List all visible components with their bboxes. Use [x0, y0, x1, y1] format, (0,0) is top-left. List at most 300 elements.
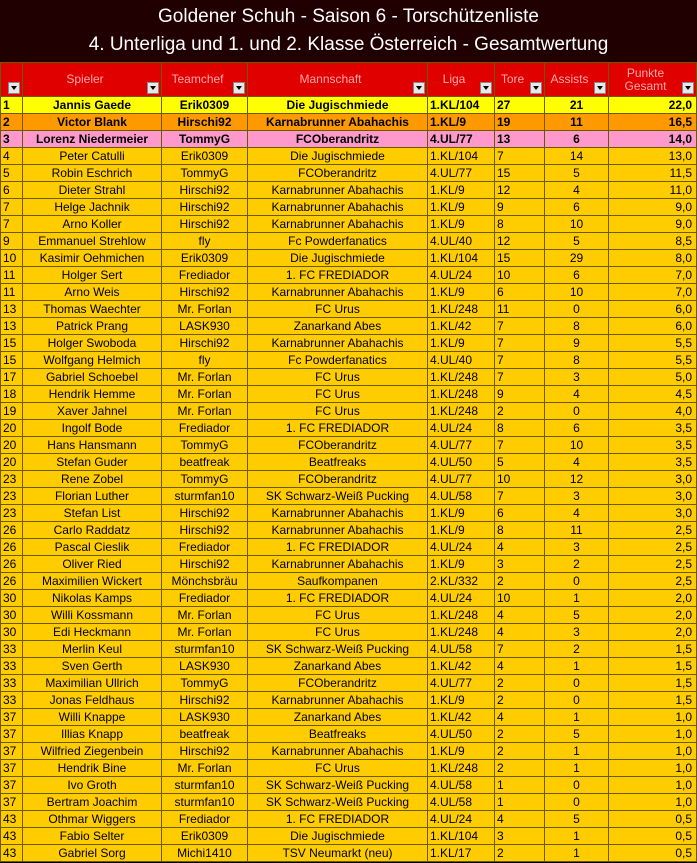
cell-team: Beatfreaks — [248, 726, 428, 743]
cell-manager: TommyG — [162, 437, 248, 454]
cell-manager: Hirschi92 — [162, 556, 248, 573]
cell-assists: 10 — [545, 216, 609, 233]
cell-player: Hans Hansmann — [23, 437, 162, 454]
filter-dropdown-icon[interactable] — [233, 82, 245, 94]
cell-rank: 5 — [1, 165, 23, 182]
cell-player: Ivo Groth — [23, 777, 162, 794]
table-row — [1, 675, 697, 692]
cell-points: 1,0 — [609, 794, 697, 811]
cell-player: Wilfried Ziegenbein — [23, 743, 162, 760]
cell-team: 1. FC FREDIADOR — [248, 590, 428, 607]
cell-rank: 20 — [1, 420, 23, 437]
filter-dropdown-icon[interactable] — [8, 82, 20, 94]
cell-league: 4.UL/77 — [428, 131, 495, 148]
cell-assists: 1 — [545, 760, 609, 777]
cell-league: 1.KL/248 — [428, 624, 495, 641]
cell-goals: 12 — [495, 233, 545, 250]
cell-player: Othmar Wiggers — [23, 811, 162, 828]
table-row — [1, 556, 697, 573]
cell-team: FC Urus — [248, 386, 428, 403]
cell-goals: 2 — [495, 760, 545, 777]
cell-points: 0,5 — [609, 828, 697, 845]
cell-goals: 6 — [495, 505, 545, 522]
table-row — [1, 624, 697, 641]
cell-assists: 14 — [545, 148, 609, 165]
cell-assists: 3 — [545, 539, 609, 556]
cell-team: 1. FC FREDIADOR — [248, 420, 428, 437]
cell-assists: 0 — [545, 573, 609, 590]
table-row — [1, 420, 697, 437]
cell-team: Karnabrunner Abahachis — [248, 182, 428, 199]
cell-rank: 18 — [1, 386, 23, 403]
cell-assists: 1 — [545, 845, 609, 862]
cell-goals: 10 — [495, 267, 545, 284]
table-row — [1, 709, 697, 726]
cell-manager: sturmfan10 — [162, 488, 248, 505]
cell-assists: 11 — [545, 522, 609, 539]
cell-points: 2,5 — [609, 556, 697, 573]
cell-manager: Frediador — [162, 420, 248, 437]
cell-points: 1,5 — [609, 675, 697, 692]
cell-team: SK Schwarz-Weiß Pucking — [248, 488, 428, 505]
cell-team: Zanarkand Abes — [248, 318, 428, 335]
cell-points: 3,5 — [609, 454, 697, 471]
cell-team: FCOberandritz — [248, 437, 428, 454]
table-row — [1, 726, 697, 743]
cell-points: 5,0 — [609, 369, 697, 386]
cell-player: Xaver Jahnel — [23, 403, 162, 420]
cell-rank: 33 — [1, 675, 23, 692]
cell-player: Robin Eschrich — [23, 165, 162, 182]
cell-player: Edi Heckmann — [23, 624, 162, 641]
cell-points: 1,0 — [609, 709, 697, 726]
cell-points: 7,0 — [609, 267, 697, 284]
cell-manager: Hirschi92 — [162, 743, 248, 760]
cell-assists: 6 — [545, 267, 609, 284]
cell-assists: 5 — [545, 233, 609, 250]
cell-rank: 26 — [1, 573, 23, 590]
cell-team: Karnabrunner Abahachis — [248, 505, 428, 522]
column-header-manager[interactable]: Teamchef — [162, 63, 248, 97]
cell-points: 1,5 — [609, 692, 697, 709]
filter-dropdown-icon[interactable] — [147, 82, 159, 94]
cell-manager: Hirschi92 — [162, 199, 248, 216]
cell-goals: 2 — [495, 726, 545, 743]
cell-manager: Mr. Forlan — [162, 403, 248, 420]
cell-team: FC Urus — [248, 403, 428, 420]
cell-player: Kasimir Oehmichen — [23, 250, 162, 267]
cell-manager: Mr. Forlan — [162, 369, 248, 386]
cell-league: 4.UL/40 — [428, 233, 495, 250]
cell-team: FC Urus — [248, 301, 428, 318]
table-row — [1, 828, 697, 845]
cell-manager: Hirschi92 — [162, 505, 248, 522]
table-row — [1, 794, 697, 811]
cell-rank: 6 — [1, 182, 23, 199]
column-header-goals[interactable]: Tore — [495, 63, 545, 97]
cell-rank: 33 — [1, 658, 23, 675]
cell-points: 8,0 — [609, 250, 697, 267]
cell-league: 4.UL/77 — [428, 165, 495, 182]
cell-manager: LASK930 — [162, 658, 248, 675]
cell-goals: 15 — [495, 165, 545, 182]
cell-points: 7,0 — [609, 284, 697, 301]
cell-points: 11,5 — [609, 165, 697, 182]
cell-rank: 13 — [1, 301, 23, 318]
cell-rank: 37 — [1, 726, 23, 743]
cell-goals: 4 — [495, 658, 545, 675]
cell-assists: 4 — [545, 505, 609, 522]
cell-manager: sturmfan10 — [162, 641, 248, 658]
cell-player: Jannis Gaede — [23, 97, 162, 114]
cell-rank: 26 — [1, 539, 23, 556]
cell-rank: 7 — [1, 199, 23, 216]
table-row — [1, 539, 697, 556]
cell-player: Oliver Ried — [23, 556, 162, 573]
cell-player: Maximilian Ullrich — [23, 675, 162, 692]
table-row — [1, 233, 697, 250]
cell-rank: 37 — [1, 777, 23, 794]
cell-goals: 8 — [495, 216, 545, 233]
cell-points: 3,5 — [609, 420, 697, 437]
cell-player: Illias Knapp — [23, 726, 162, 743]
cell-manager: Hirschi92 — [162, 114, 248, 131]
cell-assists: 21 — [545, 97, 609, 114]
cell-league: 1.KL/104 — [428, 250, 495, 267]
cell-assists: 5 — [545, 726, 609, 743]
cell-team: SK Schwarz-Weiß Pucking — [248, 777, 428, 794]
cell-goals: 2 — [495, 403, 545, 420]
cell-league: 1.KL/248 — [428, 386, 495, 403]
cell-team: 1. FC FREDIADOR — [248, 811, 428, 828]
table-row — [1, 369, 697, 386]
cell-rank: 23 — [1, 488, 23, 505]
cell-points: 2,0 — [609, 590, 697, 607]
cell-goals: 5 — [495, 454, 545, 471]
cell-player: Hendrik Hemme — [23, 386, 162, 403]
cell-team: FCOberandritz — [248, 675, 428, 692]
cell-manager: TommyG — [162, 165, 248, 182]
cell-goals: 19 — [495, 114, 545, 131]
cell-league: 1.KL/9 — [428, 556, 495, 573]
cell-goals: 3 — [495, 828, 545, 845]
cell-manager: TommyG — [162, 131, 248, 148]
cell-assists: 4 — [545, 182, 609, 199]
cell-league: 1.KL/9 — [428, 182, 495, 199]
table-row — [1, 403, 697, 420]
cell-league: 4.UL/58 — [428, 777, 495, 794]
cell-assists: 0 — [545, 692, 609, 709]
cell-rank: 37 — [1, 760, 23, 777]
cell-team: Karnabrunner Abahachis — [248, 284, 428, 301]
cell-goals: 27 — [495, 97, 545, 114]
cell-manager: Mr. Forlan — [162, 301, 248, 318]
column-header-assists[interactable]: Assists — [545, 63, 609, 97]
cell-team: Karnabrunner Abahachis — [248, 114, 428, 131]
cell-points: 11,0 — [609, 182, 697, 199]
cell-player: Gabriel Schoebel — [23, 369, 162, 386]
cell-manager: Mr. Forlan — [162, 386, 248, 403]
cell-goals: 4 — [495, 624, 545, 641]
cell-goals: 9 — [495, 199, 545, 216]
table-row — [1, 437, 697, 454]
cell-league: 1.KL/104 — [428, 828, 495, 845]
cell-rank: 37 — [1, 709, 23, 726]
cell-rank: 23 — [1, 505, 23, 522]
cell-team: Saufkompanen — [248, 573, 428, 590]
cell-points: 14,0 — [609, 131, 697, 148]
cell-points: 5,5 — [609, 352, 697, 369]
table-row — [1, 199, 697, 216]
cell-assists: 11 — [545, 114, 609, 131]
cell-goals: 2 — [495, 573, 545, 590]
cell-player: Jonas Feldhaus — [23, 692, 162, 709]
cell-player: Emmanuel Strehlow — [23, 233, 162, 250]
title-banner — [0, 0, 697, 62]
cell-assists: 8 — [545, 352, 609, 369]
cell-league: 4.UL/50 — [428, 726, 495, 743]
cell-points: 9,0 — [609, 199, 697, 216]
cell-assists: 0 — [545, 301, 609, 318]
cell-manager: Mr. Forlan — [162, 760, 248, 777]
cell-league: 1.KL/248 — [428, 403, 495, 420]
cell-points: 0,5 — [609, 845, 697, 862]
cell-manager: TommyG — [162, 675, 248, 692]
cell-goals: 7 — [495, 641, 545, 658]
cell-rank: 20 — [1, 437, 23, 454]
table-row — [1, 743, 697, 760]
cell-assists: 5 — [545, 165, 609, 182]
filter-dropdown-icon[interactable] — [480, 82, 492, 94]
cell-points: 1,0 — [609, 777, 697, 794]
table-row — [1, 641, 697, 658]
table-body — [1, 97, 697, 862]
cell-league: 4.UL/77 — [428, 675, 495, 692]
cell-team: FCOberandritz — [248, 471, 428, 488]
table-row — [1, 335, 697, 352]
cell-league: 4.UL/58 — [428, 488, 495, 505]
table-row — [1, 148, 697, 165]
cell-player: Arno Weis — [23, 284, 162, 301]
cell-rank: 43 — [1, 811, 23, 828]
cell-assists: 2 — [545, 641, 609, 658]
cell-league: 4.UL/24 — [428, 420, 495, 437]
cell-manager: Michi1410 — [162, 845, 248, 862]
table-row — [1, 505, 697, 522]
cell-rank: 2 — [1, 114, 23, 131]
cell-player: Pascal Cieslik — [23, 539, 162, 556]
cell-points: 1,0 — [609, 760, 697, 777]
cell-assists: 8 — [545, 318, 609, 335]
table-row — [1, 97, 697, 114]
cell-goals: 7 — [495, 369, 545, 386]
cell-points: 3,0 — [609, 488, 697, 505]
table-row — [1, 471, 697, 488]
filter-dropdown-icon[interactable] — [530, 82, 542, 94]
cell-league: 1.KL/248 — [428, 369, 495, 386]
cell-team: SK Schwarz-Weiß Pucking — [248, 641, 428, 658]
cell-league: 4.UL/24 — [428, 811, 495, 828]
cell-assists: 0 — [545, 777, 609, 794]
cell-rank: 7 — [1, 216, 23, 233]
table-row — [1, 386, 697, 403]
cell-league: 1.KL/17 — [428, 845, 495, 862]
cell-player: Arno Koller — [23, 216, 162, 233]
column-header-rank[interactable] — [1, 63, 23, 97]
cell-points: 1,5 — [609, 658, 697, 675]
cell-team: Karnabrunner Abahachis — [248, 216, 428, 233]
cell-goals: 4 — [495, 811, 545, 828]
cell-team: Zanarkand Abes — [248, 709, 428, 726]
cell-player: Gabriel Sorg — [23, 845, 162, 862]
cell-team: Karnabrunner Abahachis — [248, 692, 428, 709]
cell-player: Hendrik Bine — [23, 760, 162, 777]
cell-player: Stefan Guder — [23, 454, 162, 471]
column-header-points[interactable]: Punkte Gesamt — [609, 63, 697, 97]
column-header-team[interactable]: Mannschaft — [248, 63, 428, 97]
cell-league: 1.KL/42 — [428, 318, 495, 335]
cell-goals: 10 — [495, 590, 545, 607]
cell-team: FCOberandritz — [248, 165, 428, 182]
cell-points: 2,5 — [609, 573, 697, 590]
cell-points: 1,0 — [609, 726, 697, 743]
cell-team: Die Jugischmiede — [248, 97, 428, 114]
cell-assists: 2 — [545, 556, 609, 573]
cell-player: Victor Blank — [23, 114, 162, 131]
table-row — [1, 777, 697, 794]
cell-assists: 0 — [545, 794, 609, 811]
cell-assists: 5 — [545, 607, 609, 624]
cell-team: Die Jugischmiede — [248, 828, 428, 845]
cell-goals: 8 — [495, 522, 545, 539]
cell-player: Stefan List — [23, 505, 162, 522]
cell-league: 4.UL/58 — [428, 794, 495, 811]
table-row — [1, 573, 697, 590]
cell-assists: 12 — [545, 471, 609, 488]
cell-assists: 1 — [545, 743, 609, 760]
cell-league: 1.KL/9 — [428, 216, 495, 233]
cell-league: 1.KL/104 — [428, 148, 495, 165]
cell-points: 2,0 — [609, 607, 697, 624]
cell-goals: 6 — [495, 284, 545, 301]
cell-player: Florian Luther — [23, 488, 162, 505]
cell-points: 4,5 — [609, 386, 697, 403]
cell-manager: Hirschi92 — [162, 182, 248, 199]
table-row — [1, 845, 697, 862]
sort-dropdown-icon[interactable] — [682, 82, 694, 94]
cell-team: Karnabrunner Abahachis — [248, 743, 428, 760]
cell-player: Fabio Selter — [23, 828, 162, 845]
filter-dropdown-icon[interactable] — [413, 82, 425, 94]
table-row — [1, 811, 697, 828]
cell-team: FC Urus — [248, 369, 428, 386]
cell-assists: 0 — [545, 675, 609, 692]
table-row — [1, 284, 697, 301]
cell-league: 4.UL/77 — [428, 437, 495, 454]
cell-goals: 4 — [495, 709, 545, 726]
column-header-league[interactable]: Liga — [428, 63, 495, 97]
column-header-player[interactable]: Spieler — [23, 63, 162, 97]
cell-assists: 1 — [545, 828, 609, 845]
cell-league: 1.KL/9 — [428, 743, 495, 760]
cell-team: Die Jugischmiede — [248, 148, 428, 165]
cell-assists: 3 — [545, 488, 609, 505]
cell-player: Thomas Waechter — [23, 301, 162, 318]
cell-league: 1.KL/9 — [428, 522, 495, 539]
cell-assists: 10 — [545, 437, 609, 454]
cell-rank: 1 — [1, 97, 23, 114]
cell-league: 1.KL/42 — [428, 709, 495, 726]
cell-assists: 1 — [545, 590, 609, 607]
cell-player: Dieter Strahl — [23, 182, 162, 199]
cell-league: 4.UL/50 — [428, 454, 495, 471]
table-row — [1, 301, 697, 318]
cell-assists: 6 — [545, 131, 609, 148]
cell-team: FC Urus — [248, 607, 428, 624]
cell-manager: LASK930 — [162, 318, 248, 335]
cell-goals: 15 — [495, 250, 545, 267]
cell-team: TSV Neumarkt (neu) — [248, 845, 428, 862]
cell-goals: 4 — [495, 539, 545, 556]
cell-league: 1.KL/9 — [428, 692, 495, 709]
cell-goals: 12 — [495, 182, 545, 199]
cell-team: Karnabrunner Abahachis — [248, 199, 428, 216]
cell-goals: 9 — [495, 386, 545, 403]
filter-dropdown-icon[interactable] — [594, 82, 606, 94]
cell-goals: 2 — [495, 692, 545, 709]
cell-manager: fly — [162, 352, 248, 369]
cell-manager: Hirschi92 — [162, 692, 248, 709]
cell-manager: sturmfan10 — [162, 794, 248, 811]
cell-rank: 30 — [1, 624, 23, 641]
cell-team: Beatfreaks — [248, 454, 428, 471]
cell-rank: 13 — [1, 318, 23, 335]
cell-player: Holger Sert — [23, 267, 162, 284]
cell-rank: 33 — [1, 641, 23, 658]
table-row — [1, 131, 697, 148]
cell-team: Zanarkand Abes — [248, 658, 428, 675]
cell-manager: Frediador — [162, 811, 248, 828]
table-row — [1, 590, 697, 607]
table-row — [1, 454, 697, 471]
cell-team: Karnabrunner Abahachis — [248, 522, 428, 539]
cell-goals: 7 — [495, 352, 545, 369]
cell-team: Die Jugischmiede — [248, 250, 428, 267]
table-row — [1, 522, 697, 539]
cell-points: 1,0 — [609, 743, 697, 760]
cell-goals: 13 — [495, 131, 545, 148]
cell-points: 16,5 — [609, 114, 697, 131]
cell-assists: 0 — [545, 403, 609, 420]
cell-assists: 4 — [545, 454, 609, 471]
cell-goals: 7 — [495, 488, 545, 505]
cell-points: 5,5 — [609, 335, 697, 352]
cell-goals: 7 — [495, 148, 545, 165]
cell-assists: 5 — [545, 811, 609, 828]
cell-rank: 10 — [1, 250, 23, 267]
cell-goals: 1 — [495, 794, 545, 811]
cell-assists: 1 — [545, 709, 609, 726]
cell-league: 1.KL/248 — [428, 301, 495, 318]
cell-goals: 7 — [495, 318, 545, 335]
cell-team: SK Schwarz-Weiß Pucking — [248, 794, 428, 811]
cell-league: 1.KL/104 — [428, 97, 495, 114]
cell-rank: 37 — [1, 743, 23, 760]
table-row — [1, 488, 697, 505]
cell-manager: Mr. Forlan — [162, 624, 248, 641]
cell-manager: Hirschi92 — [162, 216, 248, 233]
table-row — [1, 760, 697, 777]
